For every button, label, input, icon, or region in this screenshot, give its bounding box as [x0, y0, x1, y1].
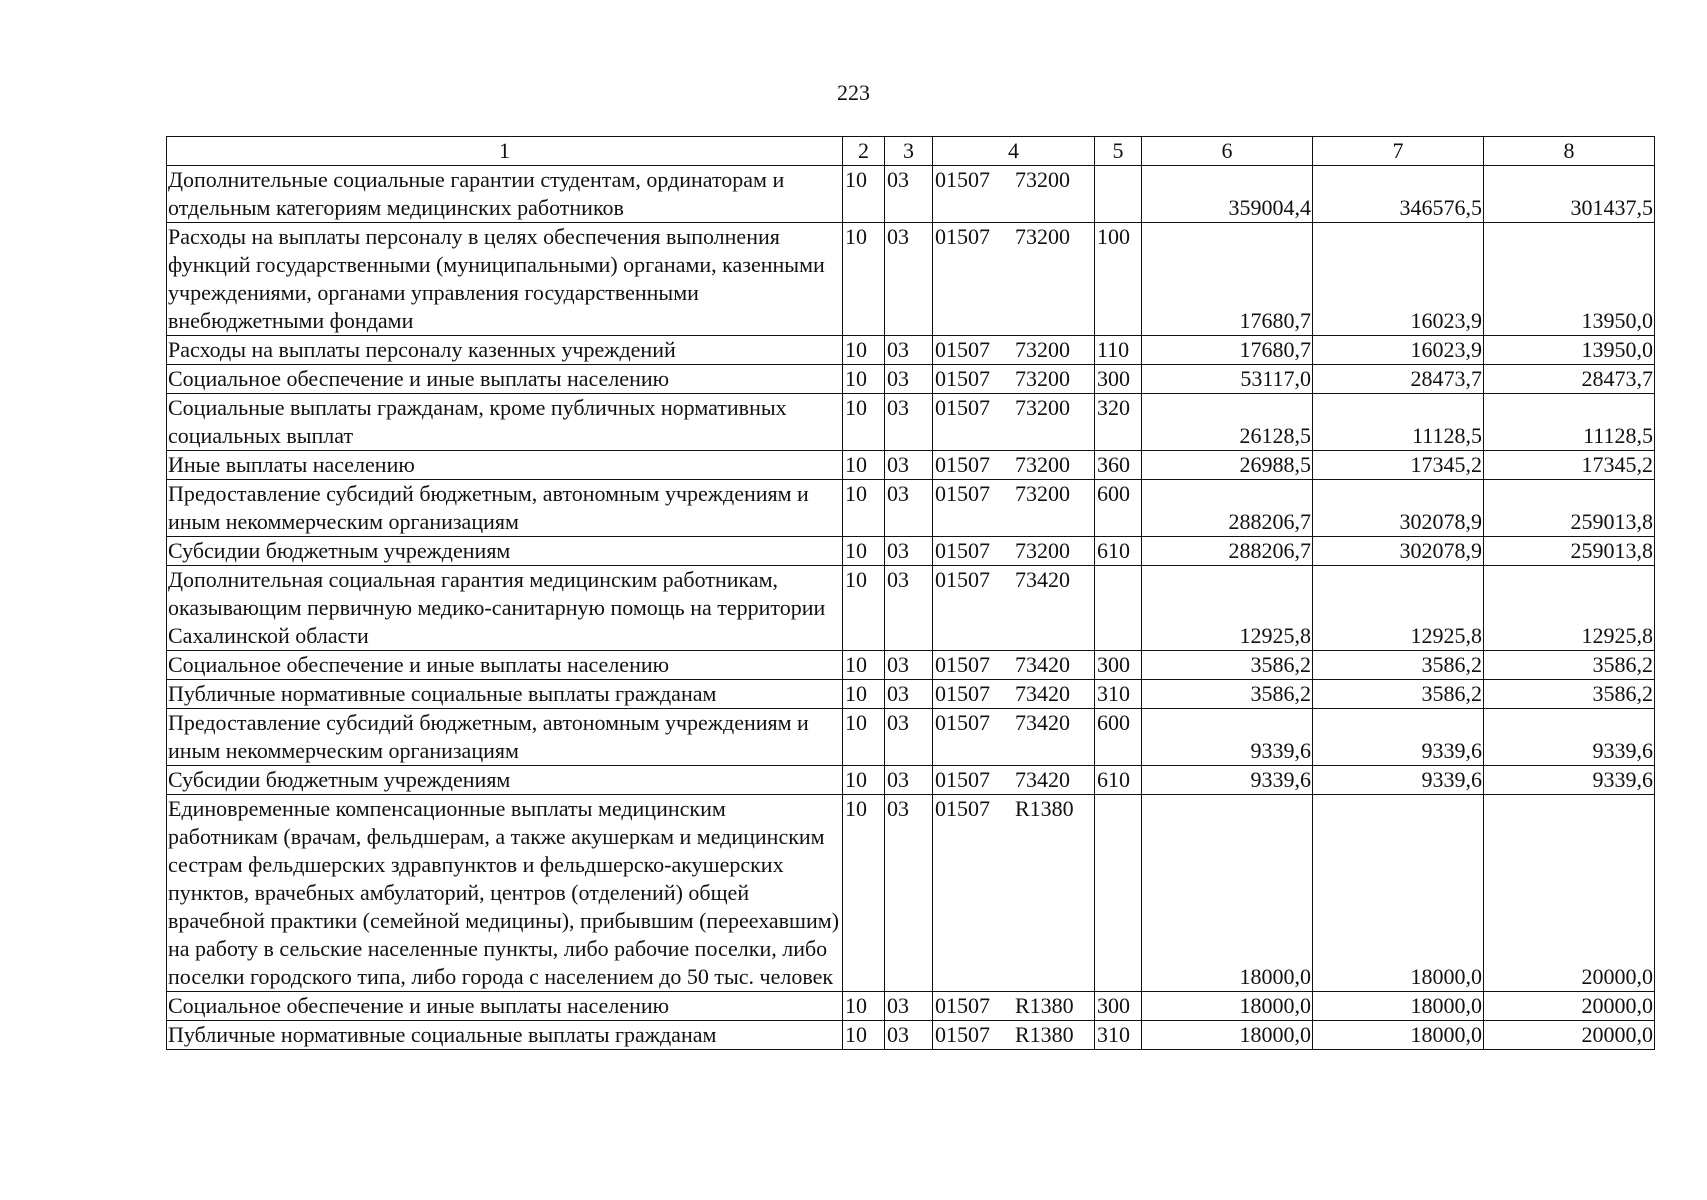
amount-col-8-cell: 9339,6 [1484, 709, 1655, 766]
amount-col-8-cell: 301437,5 [1484, 166, 1655, 223]
header-col-3: 3 [885, 137, 933, 166]
row-name-cell: Предоставление субсидий бюджетным, автономным учреждениям и иным некоммерческим организациям [167, 480, 843, 537]
target-article-cell [933, 709, 1095, 766]
subsection-code-cell: 03 [885, 537, 933, 566]
row-name-cell: Социальное обеспечение и иные выплаты населению [167, 992, 843, 1021]
subsection-code-cell: 03 [885, 451, 933, 480]
amount-col-7-cell: 302078,9 [1313, 480, 1484, 537]
direction-code: 73200 [1015, 395, 1070, 420]
direction-code: 73200 [1015, 481, 1070, 506]
amount-col-7-cell: 16023,9 [1313, 336, 1484, 365]
section-code-cell: 10 [843, 651, 885, 680]
header-col-2: 2 [843, 137, 885, 166]
expense-type-cell [1095, 166, 1142, 223]
table-row [167, 365, 1655, 394]
amount-col-6-cell: 3586,2 [1142, 680, 1313, 709]
target-article-cell [933, 1021, 1095, 1050]
target-article-cell [933, 166, 1095, 223]
amount-col-7-cell: 12925,8 [1313, 566, 1484, 651]
amount-col-6-cell: 18000,0 [1142, 1021, 1313, 1050]
amount-col-8-cell: 3586,2 [1484, 651, 1655, 680]
row-name-cell: Единовременные компенсационные выплаты медицинским работникам (врачам, фельдшерам, а также акушеркам и медицинским сестрам фельдшерских здравпунктов и фельдшерско-акушерских пунктов, врачебных амбулаторий, центров (отделений) общей врачебной практики (семейной медицины), прибывшим (переехавшим) на работу в сельские населенные пункты, либо рабочие поселки, либо поселки городского типа, либо города с населением до 50 тыс. человек [167, 795, 843, 992]
row-name-cell: Публичные нормативные социальные выплаты гражданам [167, 1021, 843, 1050]
amount-col-8-cell: 20000,0 [1484, 1021, 1655, 1050]
program-code: 01507 [935, 395, 990, 420]
amount-col-8-cell: 20000,0 [1484, 795, 1655, 992]
table-row [167, 480, 1655, 537]
amount-col-8-cell: 17345,2 [1484, 451, 1655, 480]
amount-col-8-cell: 9339,6 [1484, 766, 1655, 795]
direction-code: R1380 [1015, 993, 1074, 1018]
target-article-cell [933, 365, 1095, 394]
expense-type-cell: 310 [1095, 1021, 1142, 1050]
program-code: 01507 [935, 337, 990, 362]
row-name-cell: Социальное обеспечение и иные выплаты населению [167, 365, 843, 394]
amount-col-7-cell: 28473,7 [1313, 365, 1484, 394]
subsection-code-cell: 03 [885, 766, 933, 795]
section-code-cell: 10 [843, 451, 885, 480]
amount-col-6-cell: 359004,4 [1142, 166, 1313, 223]
amount-col-8-cell: 13950,0 [1484, 223, 1655, 336]
table-row [167, 709, 1655, 766]
amount-col-6-cell: 26128,5 [1142, 394, 1313, 451]
row-name-cell: Субсидии бюджетным учреждениям [167, 537, 843, 566]
section-code-cell: 10 [843, 480, 885, 537]
subsection-code-cell: 03 [885, 566, 933, 651]
program-code: 01507 [935, 681, 990, 706]
direction-code: 73200 [1015, 337, 1070, 362]
row-name-cell: Дополнительная социальная гарантия медицинским работникам, оказывающим первичную медико-санитарную помощь на территории Сахалинской области [167, 566, 843, 651]
section-code-cell: 10 [843, 680, 885, 709]
target-article-cell [933, 451, 1095, 480]
section-code-cell: 10 [843, 365, 885, 394]
program-code: 01507 [935, 796, 990, 821]
subsection-code-cell: 03 [885, 336, 933, 365]
direction-code: 73420 [1015, 681, 1070, 706]
section-code-cell: 10 [843, 223, 885, 336]
amount-col-7-cell: 18000,0 [1313, 992, 1484, 1021]
expense-type-cell: 310 [1095, 680, 1142, 709]
program-code: 01507 [935, 567, 990, 592]
section-code-cell: 10 [843, 992, 885, 1021]
target-article-cell [933, 651, 1095, 680]
table-row [167, 537, 1655, 566]
header-col-1: 1 [167, 137, 843, 166]
table-row [167, 223, 1655, 336]
page-number: 223 [837, 80, 870, 105]
program-code: 01507 [935, 224, 990, 249]
expense-type-cell: 300 [1095, 651, 1142, 680]
amount-col-6-cell: 12925,8 [1142, 566, 1313, 651]
amount-col-6-cell: 26988,5 [1142, 451, 1313, 480]
amount-col-7-cell: 9339,6 [1313, 709, 1484, 766]
section-code-cell: 10 [843, 537, 885, 566]
amount-col-8-cell: 20000,0 [1484, 992, 1655, 1021]
amount-col-7-cell: 11128,5 [1313, 394, 1484, 451]
direction-code: 73420 [1015, 652, 1070, 677]
amount-col-6-cell: 53117,0 [1142, 365, 1313, 394]
section-code-cell: 10 [843, 336, 885, 365]
expense-type-cell: 610 [1095, 537, 1142, 566]
table-header [167, 137, 1655, 166]
expense-type-cell: 600 [1095, 709, 1142, 766]
program-code: 01507 [935, 366, 990, 391]
subsection-code-cell: 03 [885, 394, 933, 451]
header-col-5: 5 [1095, 137, 1142, 166]
amount-col-8-cell: 28473,7 [1484, 365, 1655, 394]
section-code-cell: 10 [843, 166, 885, 223]
expense-type-cell: 100 [1095, 223, 1142, 336]
target-article-cell [933, 566, 1095, 651]
table-row [167, 795, 1655, 992]
expense-type-cell: 600 [1095, 480, 1142, 537]
target-article-cell [933, 766, 1095, 795]
direction-code: R1380 [1015, 796, 1074, 821]
subsection-code-cell: 03 [885, 795, 933, 992]
row-name-cell: Дополнительные социальные гарантии студентам, ординаторам и отдельным категориям медицинских работников [167, 166, 843, 223]
direction-code: 73200 [1015, 452, 1070, 477]
table-row [167, 680, 1655, 709]
target-article-cell [933, 480, 1095, 537]
program-code: 01507 [935, 538, 990, 563]
direction-code: 73420 [1015, 710, 1070, 735]
header-col-4: 4 [933, 137, 1095, 166]
expense-type-cell [1095, 566, 1142, 651]
section-code-cell: 10 [843, 766, 885, 795]
direction-code: 73200 [1015, 167, 1070, 192]
section-code-cell: 10 [843, 566, 885, 651]
target-article-cell [933, 537, 1095, 566]
row-name-cell: Субсидии бюджетным учреждениям [167, 766, 843, 795]
amount-col-7-cell: 302078,9 [1313, 537, 1484, 566]
target-article-cell [933, 992, 1095, 1021]
direction-code: 73200 [1015, 538, 1070, 563]
header-row [167, 137, 1655, 166]
row-name-cell: Социальное обеспечение и иные выплаты населению [167, 651, 843, 680]
table-row [167, 336, 1655, 365]
amount-col-8-cell: 3586,2 [1484, 680, 1655, 709]
table-row [167, 992, 1655, 1021]
program-code: 01507 [935, 481, 990, 506]
amount-col-8-cell: 259013,8 [1484, 537, 1655, 566]
subsection-code-cell: 03 [885, 992, 933, 1021]
amount-col-7-cell: 346576,5 [1313, 166, 1484, 223]
amount-col-6-cell: 288206,7 [1142, 537, 1313, 566]
row-name-cell: Предоставление субсидий бюджетным, автономным учреждениям и иным некоммерческим организациям [167, 709, 843, 766]
program-code: 01507 [935, 167, 990, 192]
amount-col-6-cell: 9339,6 [1142, 766, 1313, 795]
expense-type-cell: 360 [1095, 451, 1142, 480]
amount-col-6-cell: 9339,6 [1142, 709, 1313, 766]
amount-col-6-cell: 3586,2 [1142, 651, 1313, 680]
program-code: 01507 [935, 652, 990, 677]
row-name-cell: Публичные нормативные социальные выплаты гражданам [167, 680, 843, 709]
header-col-7: 7 [1313, 137, 1484, 166]
amount-col-7-cell: 16023,9 [1313, 223, 1484, 336]
subsection-code-cell: 03 [885, 223, 933, 336]
amount-col-6-cell: 17680,7 [1142, 336, 1313, 365]
program-code: 01507 [935, 993, 990, 1018]
target-article-cell [933, 394, 1095, 451]
table-row [167, 394, 1655, 451]
amount-col-8-cell: 11128,5 [1484, 394, 1655, 451]
row-name-cell: Иные выплаты населению [167, 451, 843, 480]
table-row [167, 166, 1655, 223]
expense-type-cell: 320 [1095, 394, 1142, 451]
amount-col-7-cell: 18000,0 [1313, 1021, 1484, 1050]
table-row [167, 451, 1655, 480]
header-col-6: 6 [1142, 137, 1313, 166]
expense-type-cell: 610 [1095, 766, 1142, 795]
section-code-cell: 10 [843, 795, 885, 992]
program-code: 01507 [935, 710, 990, 735]
amount-col-8-cell: 13950,0 [1484, 336, 1655, 365]
section-code-cell: 10 [843, 1021, 885, 1050]
subsection-code-cell: 03 [885, 709, 933, 766]
subsection-code-cell: 03 [885, 1021, 933, 1050]
amount-col-8-cell: 12925,8 [1484, 566, 1655, 651]
expense-type-cell: 300 [1095, 992, 1142, 1021]
amount-col-7-cell: 9339,6 [1313, 766, 1484, 795]
row-name-cell: Социальные выплаты гражданам, кроме публичных нормативных социальных выплат [167, 394, 843, 451]
table-row [167, 1021, 1655, 1050]
amount-col-6-cell: 18000,0 [1142, 795, 1313, 992]
amount-col-6-cell: 17680,7 [1142, 223, 1313, 336]
amount-col-8-cell: 259013,8 [1484, 480, 1655, 537]
direction-code: 73200 [1015, 366, 1070, 391]
expense-type-cell: 110 [1095, 336, 1142, 365]
section-code-cell: 10 [843, 709, 885, 766]
table-body [167, 166, 1655, 1050]
amount-col-7-cell: 18000,0 [1313, 795, 1484, 992]
target-article-cell [933, 336, 1095, 365]
amount-col-6-cell: 18000,0 [1142, 992, 1313, 1021]
budget-table [166, 136, 1655, 1050]
header-col-8: 8 [1484, 137, 1655, 166]
subsection-code-cell: 03 [885, 166, 933, 223]
direction-code: 73420 [1015, 767, 1070, 792]
row-name-cell: Расходы на выплаты персоналу в целях обеспечения выполнения функций государственными (муниципальными) органами, казенными учреждениями, органами управления государственными внебюджетными фондами [167, 223, 843, 336]
target-article-cell [933, 795, 1095, 992]
subsection-code-cell: 03 [885, 480, 933, 537]
target-article-cell [933, 223, 1095, 336]
subsection-code-cell: 03 [885, 365, 933, 394]
direction-code: 73420 [1015, 567, 1070, 592]
table-row [167, 766, 1655, 795]
program-code: 01507 [935, 1022, 990, 1047]
amount-col-7-cell: 3586,2 [1313, 680, 1484, 709]
program-code: 01507 [935, 452, 990, 477]
program-code: 01507 [935, 767, 990, 792]
expense-type-cell [1095, 795, 1142, 992]
direction-code: R1380 [1015, 1022, 1074, 1047]
amount-col-7-cell: 17345,2 [1313, 451, 1484, 480]
subsection-code-cell: 03 [885, 651, 933, 680]
subsection-code-cell: 03 [885, 680, 933, 709]
target-article-cell [933, 680, 1095, 709]
amount-col-6-cell: 288206,7 [1142, 480, 1313, 537]
amount-col-7-cell: 3586,2 [1313, 651, 1484, 680]
section-code-cell: 10 [843, 394, 885, 451]
direction-code: 73200 [1015, 224, 1070, 249]
expense-type-cell: 300 [1095, 365, 1142, 394]
row-name-cell: Расходы на выплаты персоналу казенных учреждений [167, 336, 843, 365]
table-row [167, 651, 1655, 680]
table-row [167, 566, 1655, 651]
